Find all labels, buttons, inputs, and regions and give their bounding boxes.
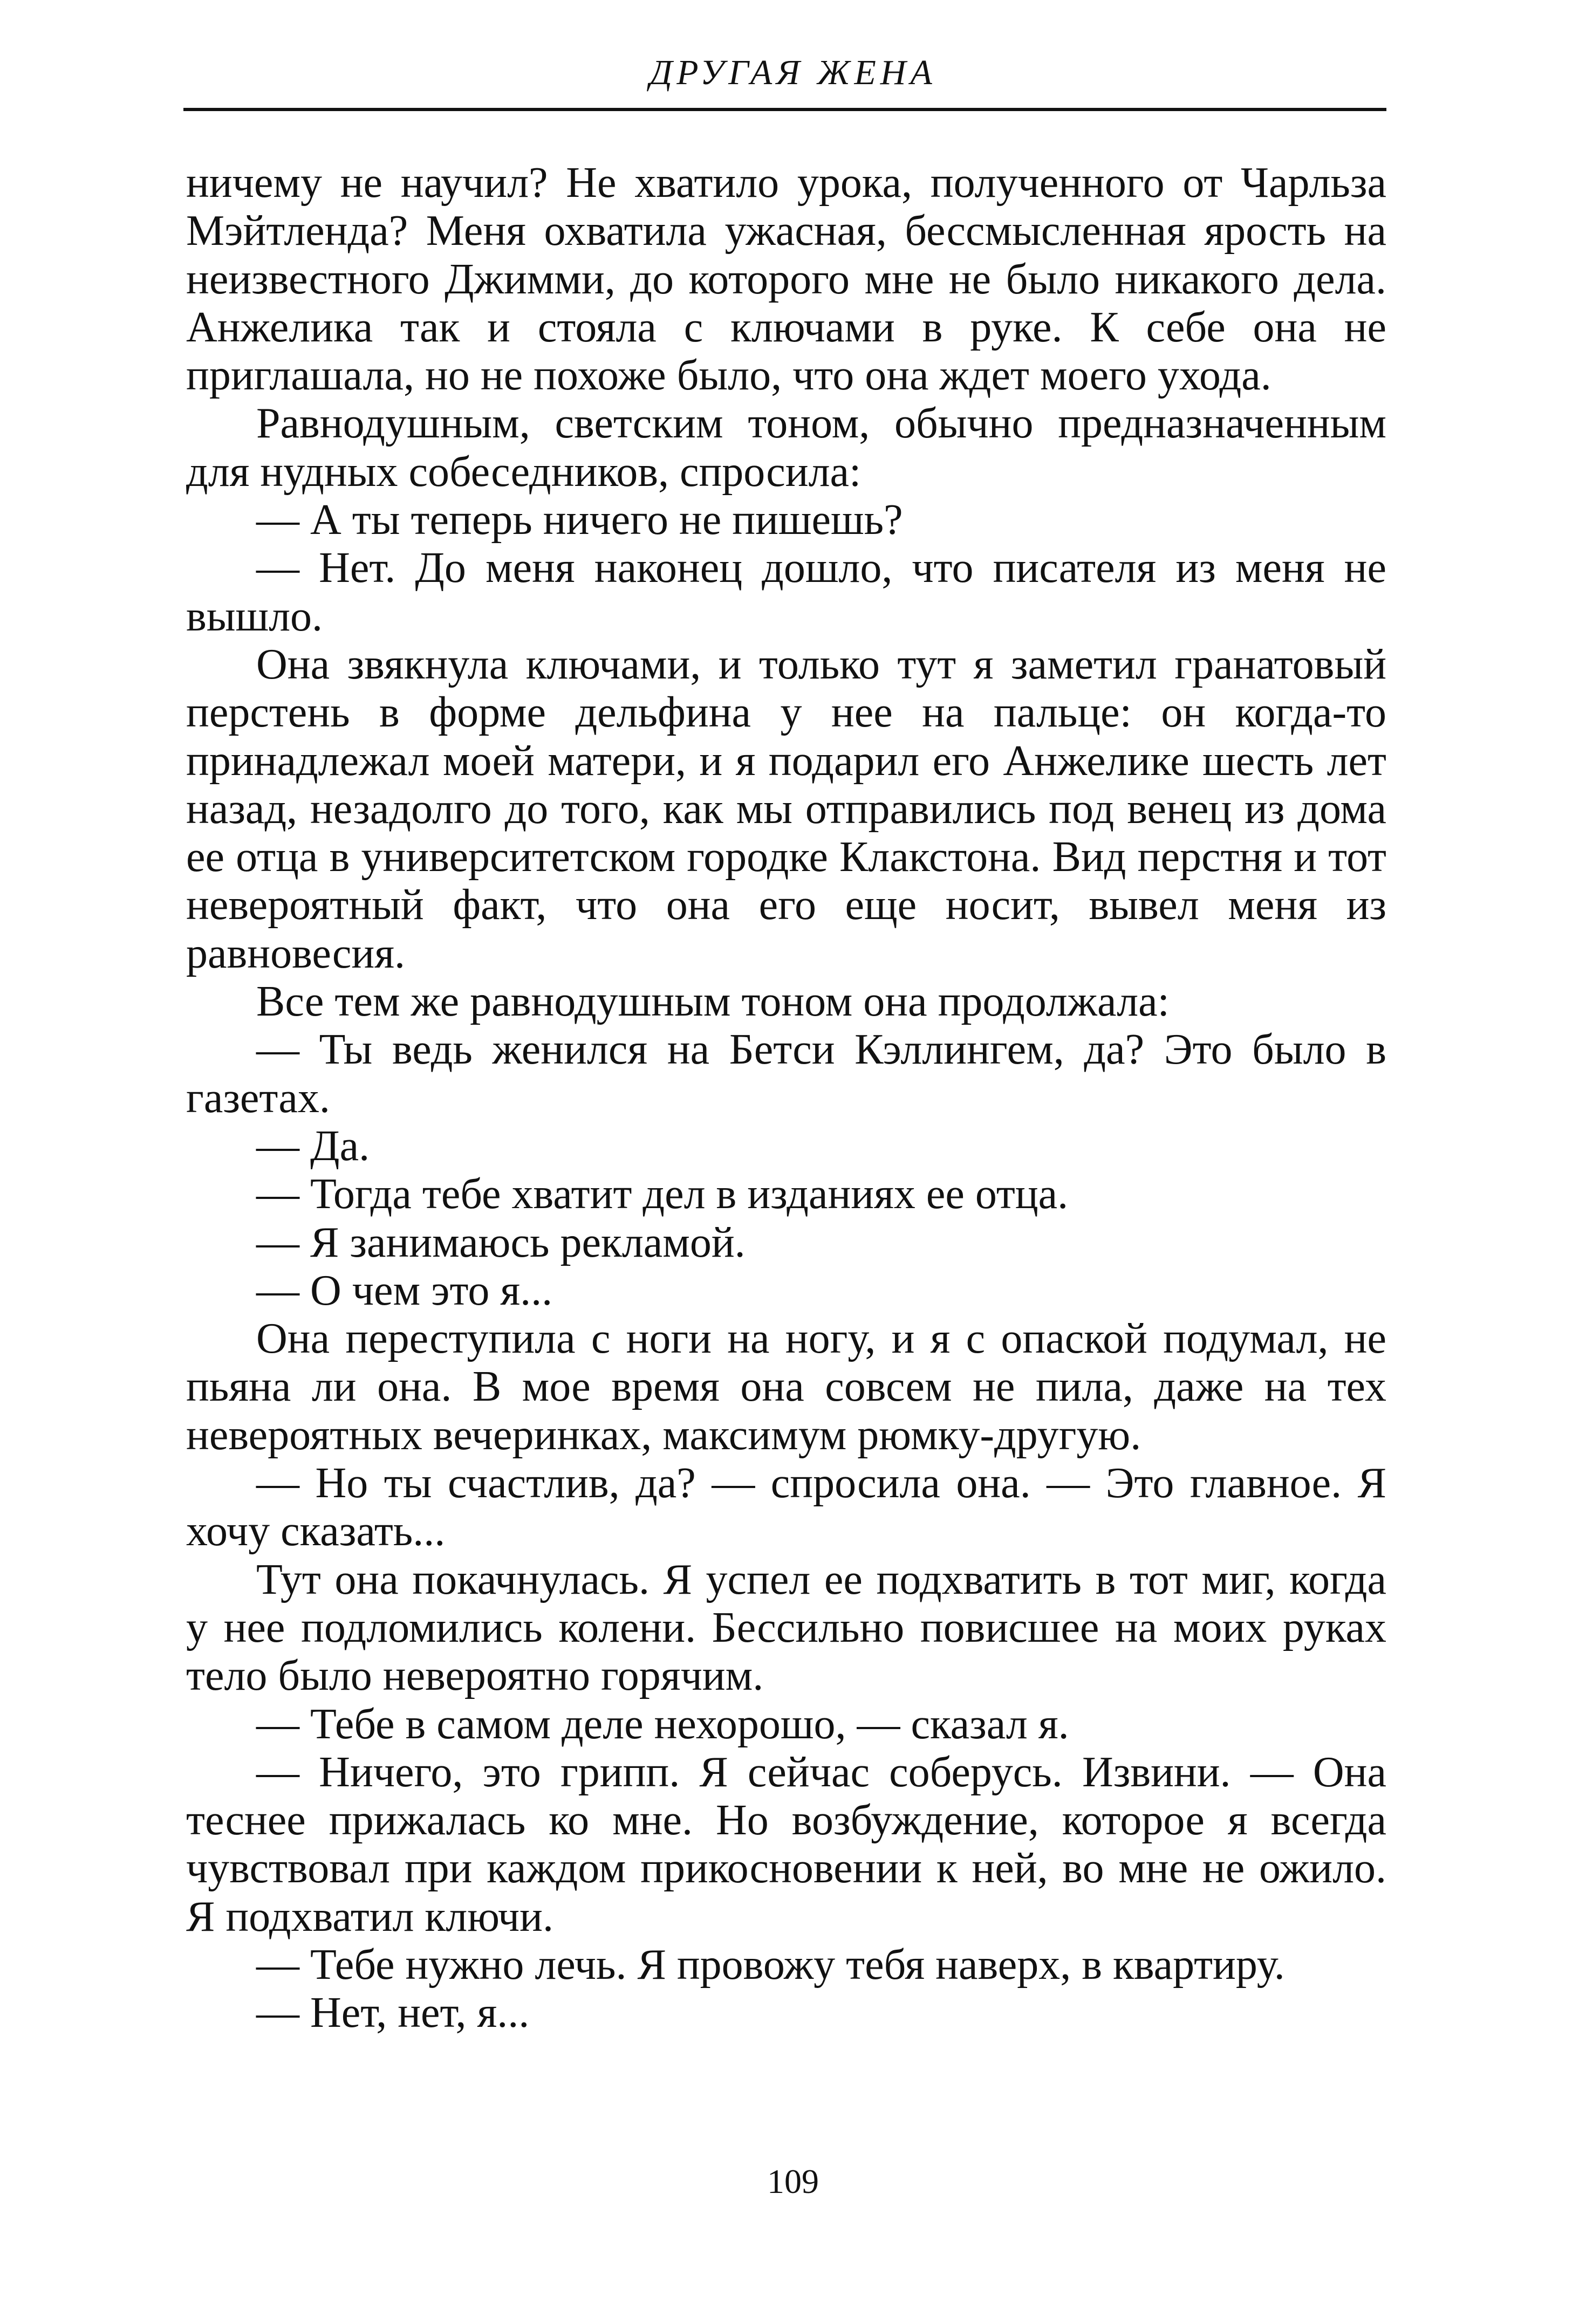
dialogue-line: — Нет, нет, я... [256,1989,530,2037]
paragraph: Она звякнула ключами, и только тут я заметил гранатовый перстень в форме дельфина у нее на пальце: он когда-то принадлежал моей матери, и я подарил его Анжелике шесть лет назад, незадолго до того, как мы отправились под венец из дома ее отца в университетском городке Клакстона. Вид перстня и тот невероятный факт, что она его еще носит, вывел меня из равновесия. [186,640,1386,977]
dialogue-line: — Но ты счастлив, да? — спросила она. — Это главное. Я хочу сказать... [186,1459,1386,1555]
paragraph: Тут она покачнулась. Я успел ее подхватить в тот миг, когда у нее подломились колени. Бессильно повисшее на моих руках тело было невероятно горячим. [186,1555,1386,1700]
page-number: 109 [767,2162,819,2200]
dialogue-line: — Ничего, это грипп. Я сейчас соберусь. Извини. — Она теснее прижалась ко мне. Но возбуждение, которое я всегда чувствовал при каждом прикосновении к ней, во мне не ожило. Я подхватил ключи. [186,1748,1386,1941]
body-text [186,159,1386,2038]
dialogue-line: — А ты теперь ничего не пишешь? [256,496,903,544]
paragraph: Равнодушным, светским тоном, обычно предназначенным для нудных собеседников, спросила: [186,400,1386,496]
running-header: ДРУГАЯ ЖЕНА [650,53,936,92]
dialogue-line: — Тебе в самом деле нехорошо, — сказал я. [256,1700,1069,1748]
dialogue-line: — Тебе нужно лечь. Я провожу тебя наверх, в квартиру. [256,1941,1285,1989]
dialogue-line: — Тогда тебе хватит дел в изданиях ее отца. [256,1170,1069,1218]
dialogue-line: — О чем это я... [256,1266,553,1314]
dialogue-line: — Я занимаюсь рекламой. [256,1218,746,1266]
dialogue-line: — Да. [256,1122,370,1170]
paragraph: Все тем же равнодушным тоном она продолжала: [256,978,1170,1026]
paragraph: Она переступила с ноги на ногу, и я с опаской подумал, не пьяна ли она. В мое время она совсем не пила, даже на тех невероятных вечеринках, максимум рюмку-другую. [186,1315,1386,1459]
dialogue-line: — Ты ведь женился на Бетси Кэллингем, да? Это было в газетах. [186,1026,1386,1122]
header-rule [183,108,1386,111]
paragraph: ничему не научил? Не хватило урока, полученного от Чарльза Мэйтленда? Меня охватила ужасная, бессмысленная ярость на неизвестного Джимми, до которого мне не было никакого дела. Анжелика так и стояла с ключами в руке. К себе она не приглашала, но не похоже было, что она ждет моего ухода. [186,159,1386,400]
dialogue-line: — Нет. До меня наконец дошло, что писателя из меня не вышло. [186,544,1386,640]
